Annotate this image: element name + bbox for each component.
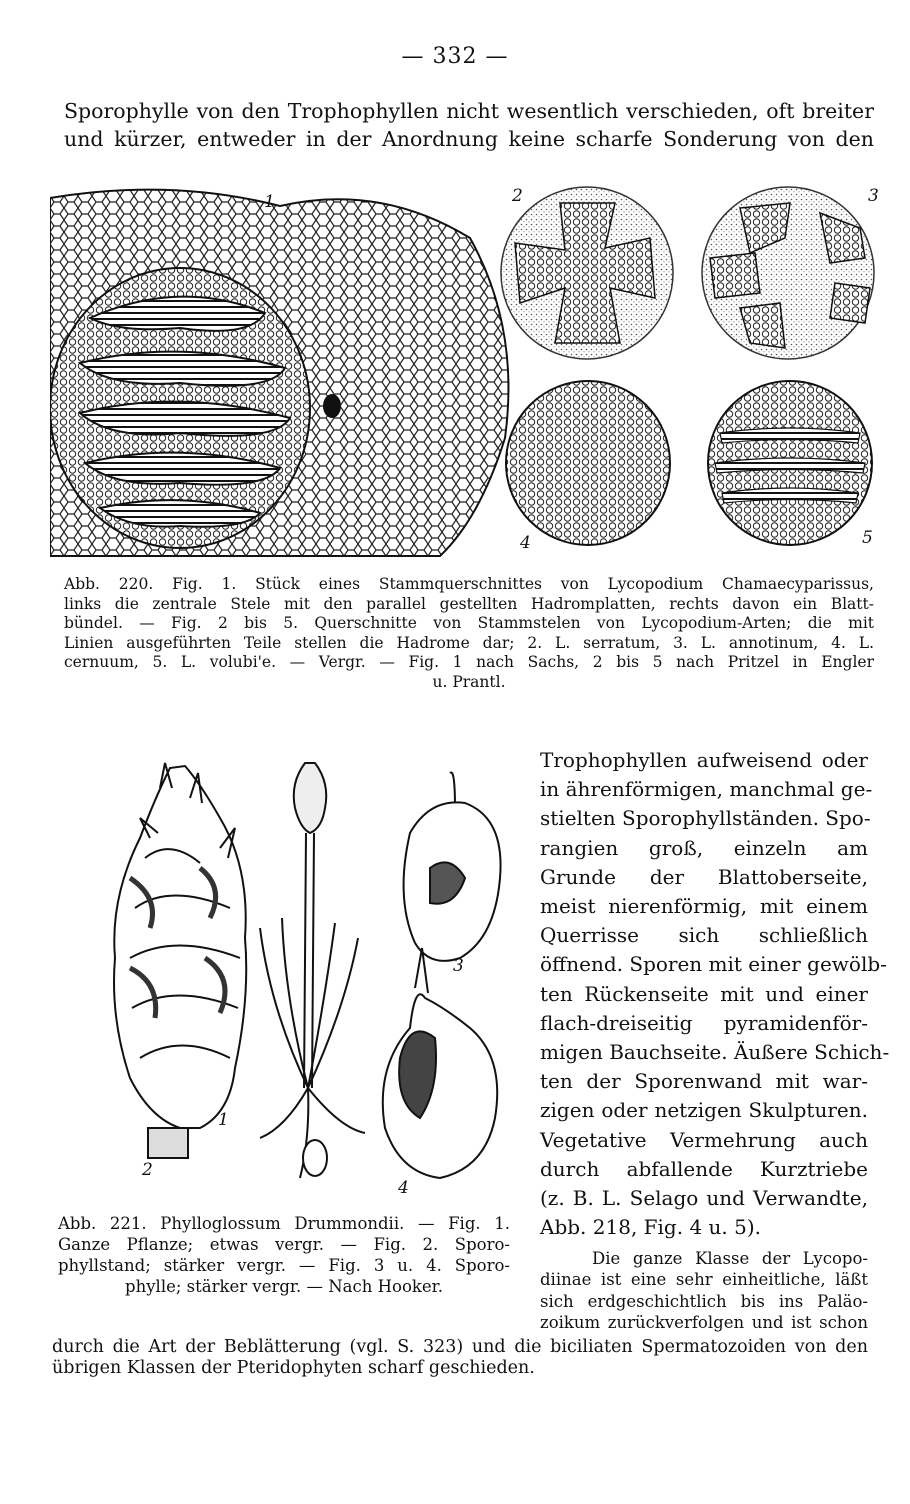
caption-line: Abb. 221. Phylloglossum Drummondii. — Fig. 1. (58, 1214, 510, 1233)
small-print-text (540, 1248, 868, 1334)
fig-label-3: 3 (868, 186, 879, 206)
figure-221-illustration (110, 758, 510, 1203)
caption-line: Abb. 220. Fig. 1. Stück eines Stammquerschnittes von Lycopodium Chamaecyparissus, (64, 575, 874, 593)
body-text-line: Die ganze Klasse der Lycopo- (592, 1249, 868, 1268)
body-text-line: ten Rückenseite mit und einer (540, 981, 868, 1006)
body-text-line: in ährenförmigen, manchmal ge- (540, 777, 873, 802)
caption-line: links die zentrale Stele mit den parallel gestellten Hadromplatten, rechts davon ein Blatt- (64, 594, 874, 613)
caption-line: u. Prantl. (432, 672, 506, 691)
page-number: — 332 — (401, 44, 509, 69)
fig-label-3: 3 (453, 956, 464, 976)
fig-label-2: 2 (142, 1160, 153, 1180)
caption-line: phyllstand; stärker vergr. — Fig. 3 u. 4. Sporo- (58, 1256, 510, 1275)
body-text-line: sich erdgeschichtlich bis ins Paläo- (540, 1291, 868, 1311)
figure-221-caption (58, 1213, 510, 1297)
fig-label-5: 5 (862, 528, 873, 548)
fig-label-4: 4 (520, 533, 531, 553)
figure-221 (110, 758, 510, 1203)
body-text-line: zigen oder netzigen Skulpturen. (540, 1098, 868, 1123)
body-text-line: (z. B. L. Selago und Verwandte, (540, 1186, 868, 1211)
caption-line: cernuum, 5. L. volubi'e. — Vergr. — Fig. 1 nach Sachs, 2 bis 5 nach Pritzel in Engler (64, 653, 874, 672)
caption-line: bündel. — Fig. 2 bis 5. Querschnitte von Stammstelen von Lycopodium-Arten; die mit (64, 614, 874, 633)
figure-220 (50, 178, 882, 558)
body-text-line: Grunde der Blattoberseite, (540, 864, 868, 889)
body-text-line: durch abfallende Kurztriebe (540, 1156, 868, 1181)
body-text-line: zoikum zurückverfolgen und ist schon (540, 1313, 868, 1333)
body-text-line: rangien groß, einzeln am (540, 835, 868, 860)
body-text-line: meist nierenförmig, mit einem (540, 894, 868, 919)
body-text-line: öffnend. Sporen mit einer gewölb- (540, 952, 887, 977)
bottom-text (52, 1337, 868, 1379)
body-text-line: stielten Sporophyllständen. Spo- (540, 806, 871, 831)
caption-line: phylle; stärker vergr. — Nach Hooker. (125, 1277, 443, 1296)
body-text-line: Sporophylle von den Trophophyllen nicht wesentlich verschieden, oft breiter (64, 99, 874, 123)
figure-220-caption (64, 575, 874, 693)
fig-label-2: 2 (512, 186, 523, 206)
fig-label-1: 1 (264, 192, 275, 212)
body-text-line: durch die Art der Beblätterung (vgl. S. 323) und die biciliaten Spermatozoiden von den (52, 1337, 868, 1357)
right-column-text (540, 746, 890, 1242)
fig-label-1: 1 (218, 1110, 229, 1130)
body-text-line: ten der Sporenwand mit war- (540, 1069, 868, 1094)
body-text-line: flach-dreiseitig pyramidenför- (540, 1010, 868, 1035)
caption-line: Linien ausgeführten Teile stellen die Hadrome dar; 2. L. serratum, 3. L. annotinum, 4. L. (64, 633, 874, 652)
body-text-line: und kürzer, entweder in der Anordnung keine scharfe Sonderung von den (64, 127, 874, 151)
figure-220-illustration (50, 178, 882, 558)
body-text-line: migen Bauchseite. Äußere Schich- (540, 1040, 890, 1065)
fig-label-4: 4 (398, 1178, 409, 1198)
body-text-line: Vegetative Vermehrung auch (540, 1127, 868, 1152)
body-text-line: übrigen Klassen der Pteridophyten scharf geschieden. (52, 1358, 535, 1378)
body-text-line: Trophophyllen aufweisend oder (540, 748, 868, 772)
body-text-line: Querrisse sich schließlich (540, 923, 868, 948)
body-text-line: diinae ist eine sehr einheitliche, läßt (540, 1270, 868, 1290)
caption-line: Ganze Pflanze; etwas vergr. — Fig. 2. Sporo- (58, 1235, 510, 1254)
body-text-line: Abb. 218, Fig. 4 u. 5). (540, 1215, 762, 1240)
